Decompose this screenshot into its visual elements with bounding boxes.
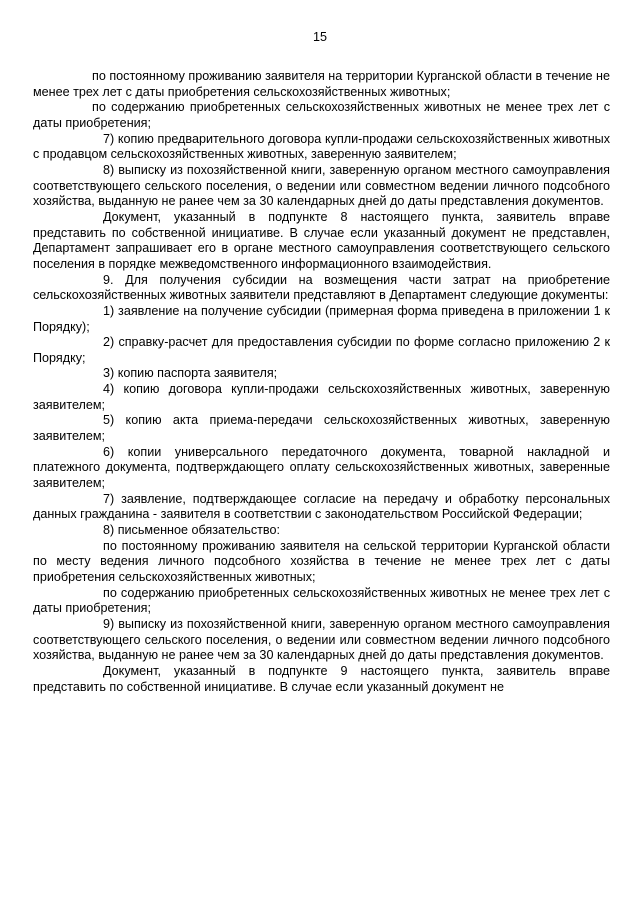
paragraph: Документ, указанный в подпункте 9 настоящего пункта, заявитель вправе представить по собственной инициативе. В случае если указанный документ не <box>33 663 610 694</box>
paragraph: по постоянному проживанию заявителя на сельской территории Курганской области по месту ведения личного подсобного хозяйства в течение не менее трех лет с даты приобретения сельскохозяйственных животных; <box>33 538 610 584</box>
paragraph: 8) выписку из похозяйственной книги, заверенную органом местного самоуправления соответствующего сельского поселения, о ведении или совместном ведении личного подсобного хозяйства, выданную не ранее чем за 30 календарных дней до даты представления документов. <box>33 162 610 209</box>
paragraph: 6) копии универсального передаточного документа, товарной накладной и платежного документа, подтверждающего оплату сельскохозяйственных животных, заверенные заявителем; <box>33 444 610 491</box>
paragraph: 9) выписку из похозяйственной книги, заверенную органом местного самоуправления соответствующего сельского поселения, о ведении или совместном ведении личного подсобного хозяйства, выданную не ранее чем за 30 календарных дней до даты представления документов. <box>33 616 610 663</box>
paragraph: 4) копию договора купли-продажи сельскохозяйственных животных, заверенную заявителем; <box>33 382 610 412</box>
paragraph: 1) заявление на получение субсидии (примерная форма приведена в приложении 1 к Порядку); <box>33 303 610 334</box>
paragraph: 7) копию предварительного договора купли-продажи сельскохозяйственных животных с продавцом сельскохозяйственных животных, заверенную заявителем; <box>33 131 610 162</box>
paragraph: 7) заявление, подтверждающее согласие на передачу и обработку персональных данных гражданина - заявителя в соответствии с законодательством Российской Федерации; <box>33 491 610 522</box>
paragraph: 5) копию акта приема-передачи сельскохозяйственных животных, заверенную заявителем; <box>33 413 610 444</box>
page-number: 15 <box>312 30 327 44</box>
paragraph: по постоянному проживанию заявителя на территории Курганской области в течение не менее трех лет с даты приобретения сельскохозяйственных животных; <box>33 69 610 99</box>
paragraph: Документ, указанный в подпункте 8 настоящего пункта, заявитель вправе представить по собственной инициативе. В случае если указанный документ не представлен, Департамент запрашивает его в органе местного самоуправления соответствующего сельского поселения в порядке межведомственного информационного взаимодействия. <box>33 209 610 271</box>
paragraph: 9. Для получения субсидии на возмещения части затрат на приобретение сельскохозяйственных животных заявители представляют в Департамент следующие документы: <box>33 272 610 303</box>
paragraph: 8) письменное обязательство: <box>103 523 280 538</box>
paragraph: по содержанию приобретенных сельскохозяйственных животных не менее трех лет с даты приобретения; <box>33 585 610 616</box>
paragraph: по содержанию приобретенных сельскохозяйственных животных не менее трех лет с даты приобретения; <box>33 100 610 130</box>
paragraph: 3) копию паспорта заявителя; <box>103 366 278 381</box>
paragraph: 2) справку-расчет для предоставления субсидии по форме согласно приложению 2 к Порядку; <box>33 335 610 365</box>
document-body <box>33 69 610 695</box>
